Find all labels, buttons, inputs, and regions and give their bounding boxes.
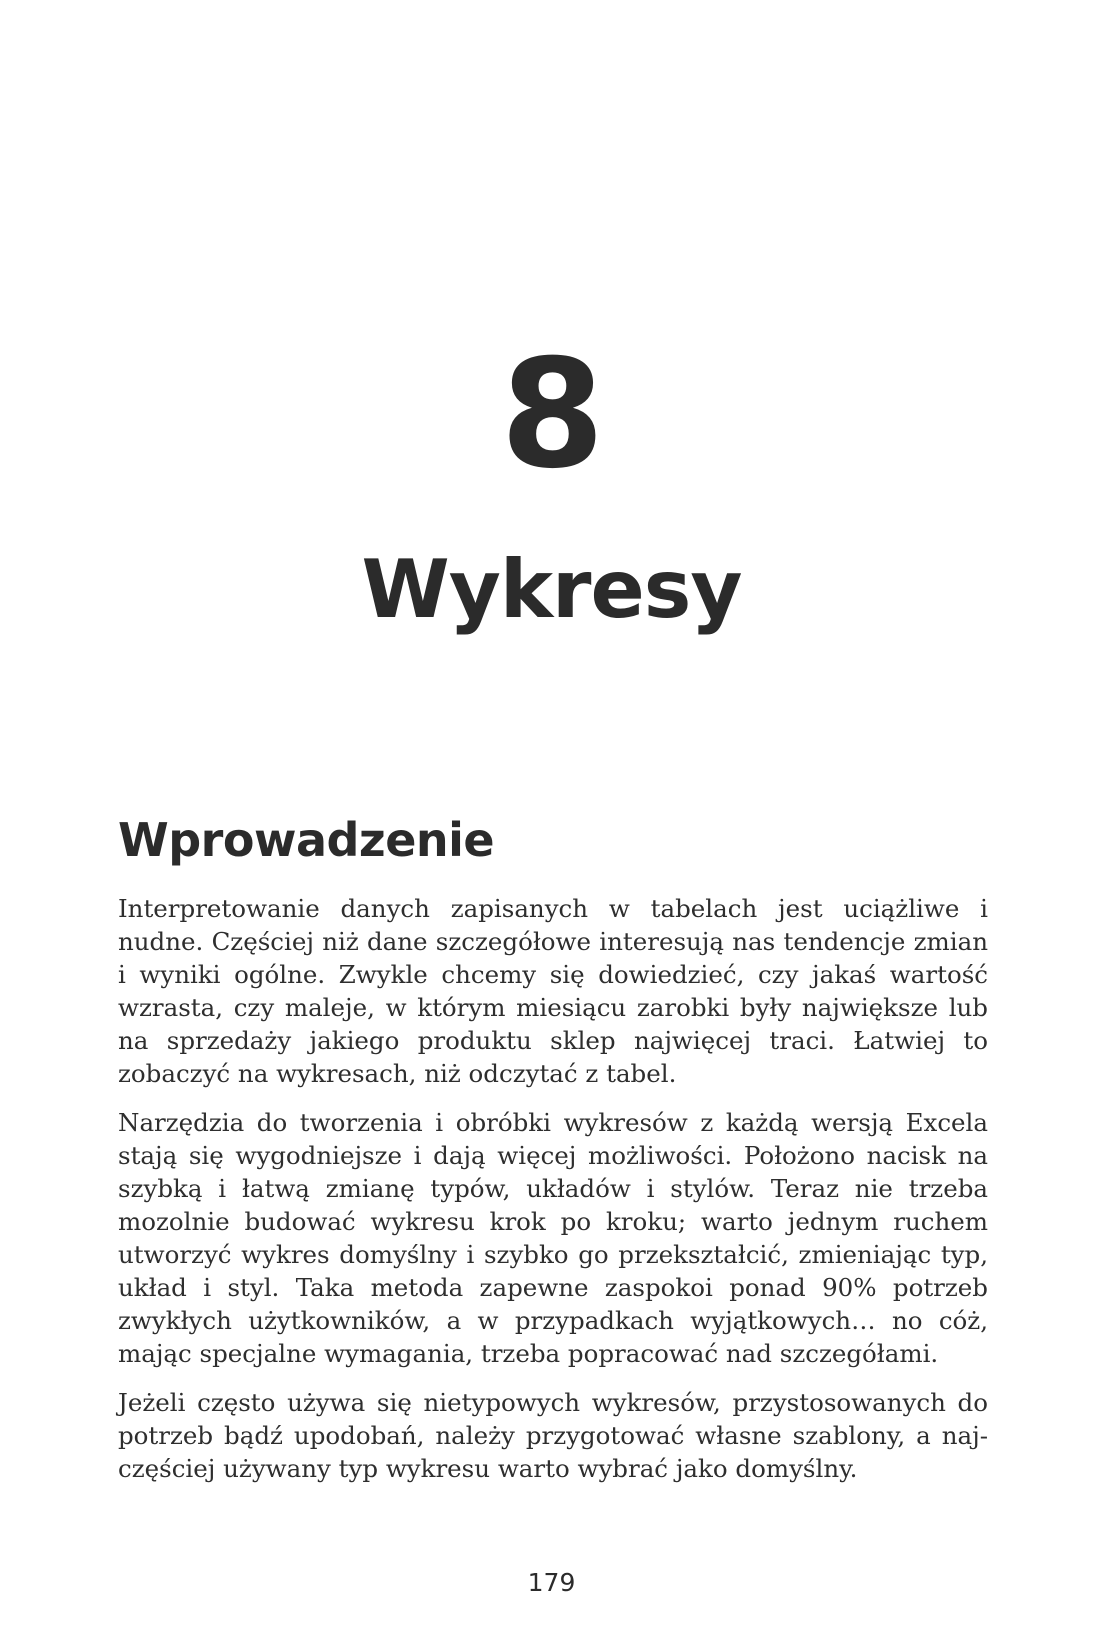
page-number: 179 — [527, 1568, 576, 1597]
paragraph: Jeżeli często używa się nietypowych wykresów, przystosowanych do potrzeb bądź upodobań, należy przygotować własne szablony, a najczęściej używany typ wykresu warto wybrać jako domyślny. — [118, 1388, 988, 1483]
body-text — [118, 892, 988, 1501]
chapter-title: Wykresy — [361, 543, 742, 636]
paragraph: Interpretowanie danych zapisanych w tabelach jest uciążliwe i nudne. Częściej niż dane szczegółowe interesują nas tendencje zmian i wyniki ogólne. Zwykle chcemy się dowiedzieć, czy jakaś wartość wzrasta, czy maleje, w którym miesiącu zarobki były największe lub na sprzedaży jakiego produktu sklep najwięcej traci. Łatwiej to zobaczyć na wykresach, niż odczytać z tabel. — [118, 894, 988, 1088]
section-heading: Wprowadzenie — [118, 813, 495, 867]
chapter-number: 8 — [500, 328, 603, 502]
paragraph: Narzędzia do tworzenia i obróbki wykresów z każdą wersją Excela stają się wygodniejsze i dają więcej możliwości. Położono nacisk na szybką i łatwą zmianę typów, układów i stylów. Teraz nie trzeba mozolnie budować wykresu krok po kroku; warto jednym ruchem utworzyć wykres domyślny i szybko go przekształcić, zmieniając typ, układ i styl. Taka metoda zapewne zaspokoi ponad 90% potrzeb zwykłych użytkowników, a w przypadkach wyjątkowych… no cóż, mając specjalne wymagania, trzeba popracować nad szczegółami. — [118, 1108, 988, 1368]
